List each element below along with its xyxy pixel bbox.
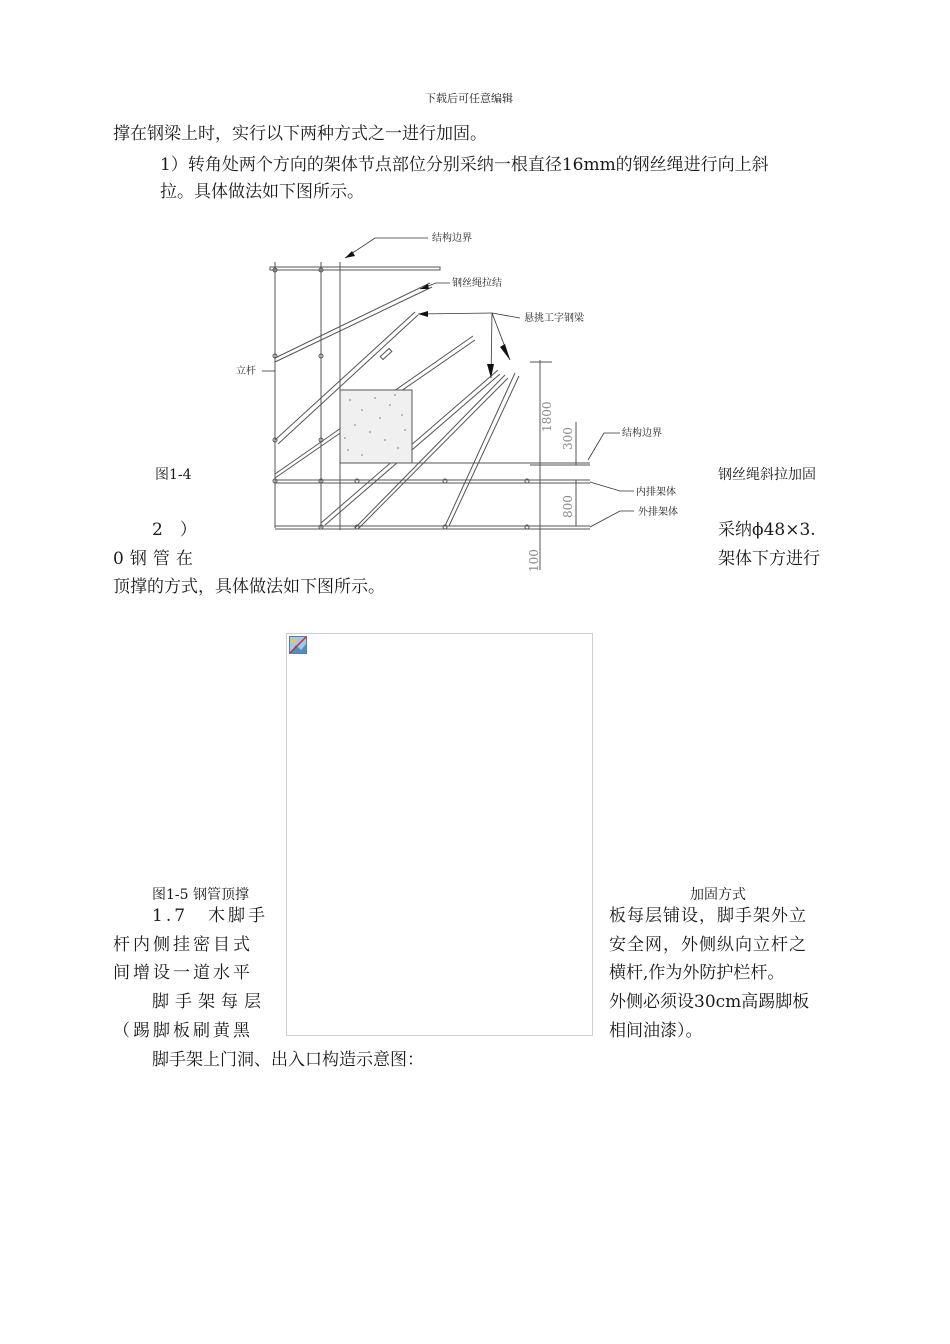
- paragraph-text: 2 ）: [152, 520, 197, 540]
- dim-100: 100: [527, 549, 541, 572]
- broken-image-icon: [289, 636, 307, 654]
- paragraph-text: 脚手架每层: [152, 992, 267, 1012]
- dim-300: 300: [561, 427, 575, 450]
- paragraph-text: 撑在钢梁上时，实行以下两种方式之一进行加固。: [113, 124, 487, 144]
- paragraph-text: （踢脚板刷黄黑: [113, 1021, 253, 1041]
- label-cantilever-beam: 悬挑工字钢梁: [524, 313, 584, 324]
- paragraph-text: 架体下方进行: [718, 549, 820, 569]
- label-pole: 立杆: [236, 366, 256, 377]
- paragraph-text: 横杆,作为外防护栏杆。: [609, 963, 785, 983]
- paragraph-text: 脚手架上门洞、出入口构造示意图：: [152, 1050, 424, 1070]
- paragraph-text: 板每层铺设，脚手架外立: [609, 906, 807, 926]
- page-header: 下载后可任意编辑: [425, 92, 513, 105]
- paragraph-text: 杆内侧挂密目式: [113, 935, 253, 955]
- dim-1800: 1800: [540, 401, 554, 432]
- figure-1-4-caption: 图1-4: [155, 467, 192, 483]
- paragraph-text: 0钢管在: [113, 549, 199, 569]
- paragraph-text: 拉。具体做法如下图所示。: [160, 182, 364, 202]
- label-inner-frame: 内排架体: [636, 487, 676, 498]
- figure-1-5-image: [286, 633, 593, 1036]
- label-wire-knot: 钢丝绳拉结: [452, 278, 502, 289]
- figure-1-4-drawing: [0, 0, 950, 600]
- paragraph-text: 1.7 木脚手: [152, 906, 269, 926]
- paragraph-text: 1）转角处两个方向的架体节点部位分别采纳一根直径16mm的钢丝绳进行向上斜: [160, 155, 769, 175]
- paragraph-text: 相间油漆）。: [609, 1021, 703, 1041]
- paragraph-text: 采纳ϕ48×3.: [718, 520, 816, 540]
- paragraph-text: 安全网，外侧纵向立杆之: [609, 935, 807, 955]
- paragraph-text: 间增设一道水平: [113, 963, 253, 983]
- figure-1-5-caption-right: 加固方式: [690, 887, 746, 903]
- figure-1-5-caption: 图1-5 钢管顶撑: [152, 887, 249, 903]
- paragraph-text: 顶撑的方式，具体做法如下图所示。: [113, 577, 385, 597]
- paragraph-text: 外侧必须设30cm高踢脚板: [609, 992, 810, 1012]
- label-outer-frame: 外排架体: [638, 507, 678, 518]
- dim-800: 800: [561, 495, 575, 518]
- figure-1-4-caption-right: 钢丝绳斜拉加固: [718, 467, 816, 483]
- label-structure-boundary-top: 结构边界: [432, 233, 472, 244]
- label-structure-boundary-right: 结构边界: [622, 428, 662, 439]
